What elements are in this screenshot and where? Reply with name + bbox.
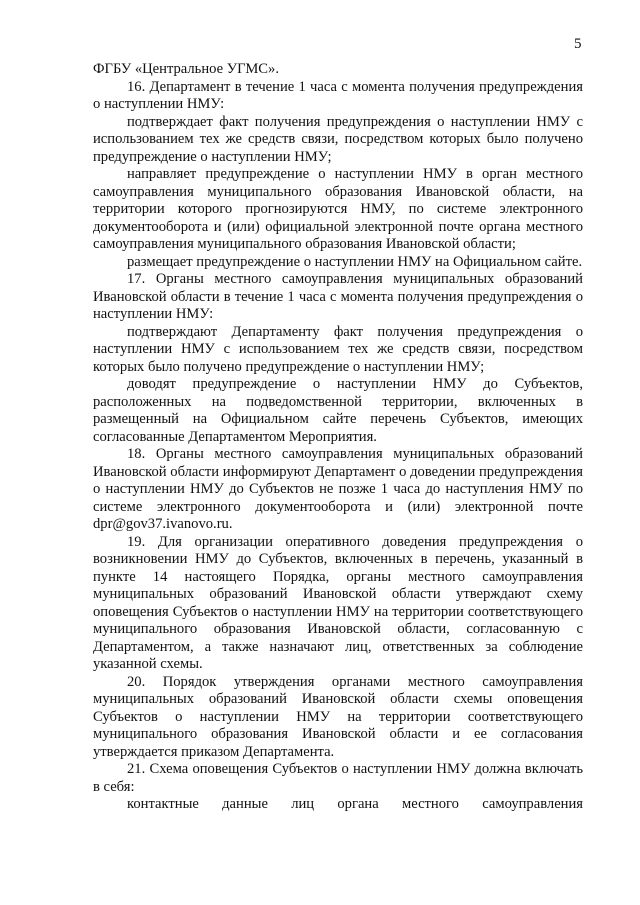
document-body — [93, 61, 583, 814]
paragraph-16-forward: направляет предупреждение о наступлении НМУ в орган местного самоуправления муниципального образования Ивановской области, на территории которого прогнозируются НМУ, по системе электронного документооборота и (или) официальной электронной почте органа местного самоуправления муниципального образования Ивановской области; — [93, 166, 583, 252]
paragraph-16-confirm: подтверждает факт получения предупреждения о наступлении НМУ с использованием тех же средств связи, посредством которых было получено предупреждение о наступлении НМУ; — [93, 113, 583, 165]
paragraph-17-deliver: доводят предупреждение о наступлении НМУ до Субъектов, расположенных на подведомственной территории, включенных в размещенный на Официальном сайте перечень Субъектов, имеющих согласованные Департаментом Мероприятия. — [93, 376, 583, 445]
page-number: 5 — [574, 36, 582, 52]
paragraph-org-name: ФГБУ «Центральное УГМС». — [93, 61, 279, 77]
paragraph-17: 17. Органы местного самоуправления муниципальных образований Ивановской области в течение 1 часа с момента получения предупреждения о наступлении НМУ: — [93, 271, 583, 322]
paragraph-17-confirm: подтверждают Департаменту факт получения предупреждения о наступлении НМУ с использованием тех же средств связи, посредством которых было получено предупреждение о наступлении НМУ; — [93, 323, 583, 375]
paragraph-16: 16. Департамент в течение 1 часа с момента получения предупреждения о наступлении НМУ: — [93, 78, 583, 112]
paragraph-20: 20. Порядок утверждения органами местного самоуправления муниципальных образований Ивановской области схемы оповещения Субъектов о наступлении НМУ на территории соответствующего муниципального образования Ивановской области и ее согласования утверждается приказом Департамента. — [93, 673, 583, 760]
paragraph-21: 21. Схема оповещения Субъектов о наступлении НМУ должна включать в себя: — [93, 761, 583, 795]
paragraph-18: 18. Органы местного самоуправления муниципальных образований Ивановской области информируют Департамент о доведении предупреждения о наступлении НМУ до Субъектов не позже 1 часа до наступления НМУ по системе электронного документооборота и (или) электронной почте dpr@gov37.ivanovo.ru. — [93, 446, 583, 532]
paragraph-16-publish: размещает предупреждение о наступлении НМУ на Официальном сайте. — [127, 253, 583, 270]
paragraph-19: 19. Для организации оперативного доведения предупреждения о возникновении НМУ до Субъектов, включенных в перечень, указанный в пункте 14 настоящего Порядка, органы местного самоуправления муниципальных образований Ивановской области утверждают схему оповещения Субъектов о наступлении НМУ на территории соответствующего муниципального образования Ивановской области, согласованную с Департаментом, а также назначают лиц, ответственных за соблюдение указанной схемы. — [93, 533, 583, 672]
paragraph-21-contacts: контактные данные лиц органа местного самоуправления — [127, 796, 583, 812]
